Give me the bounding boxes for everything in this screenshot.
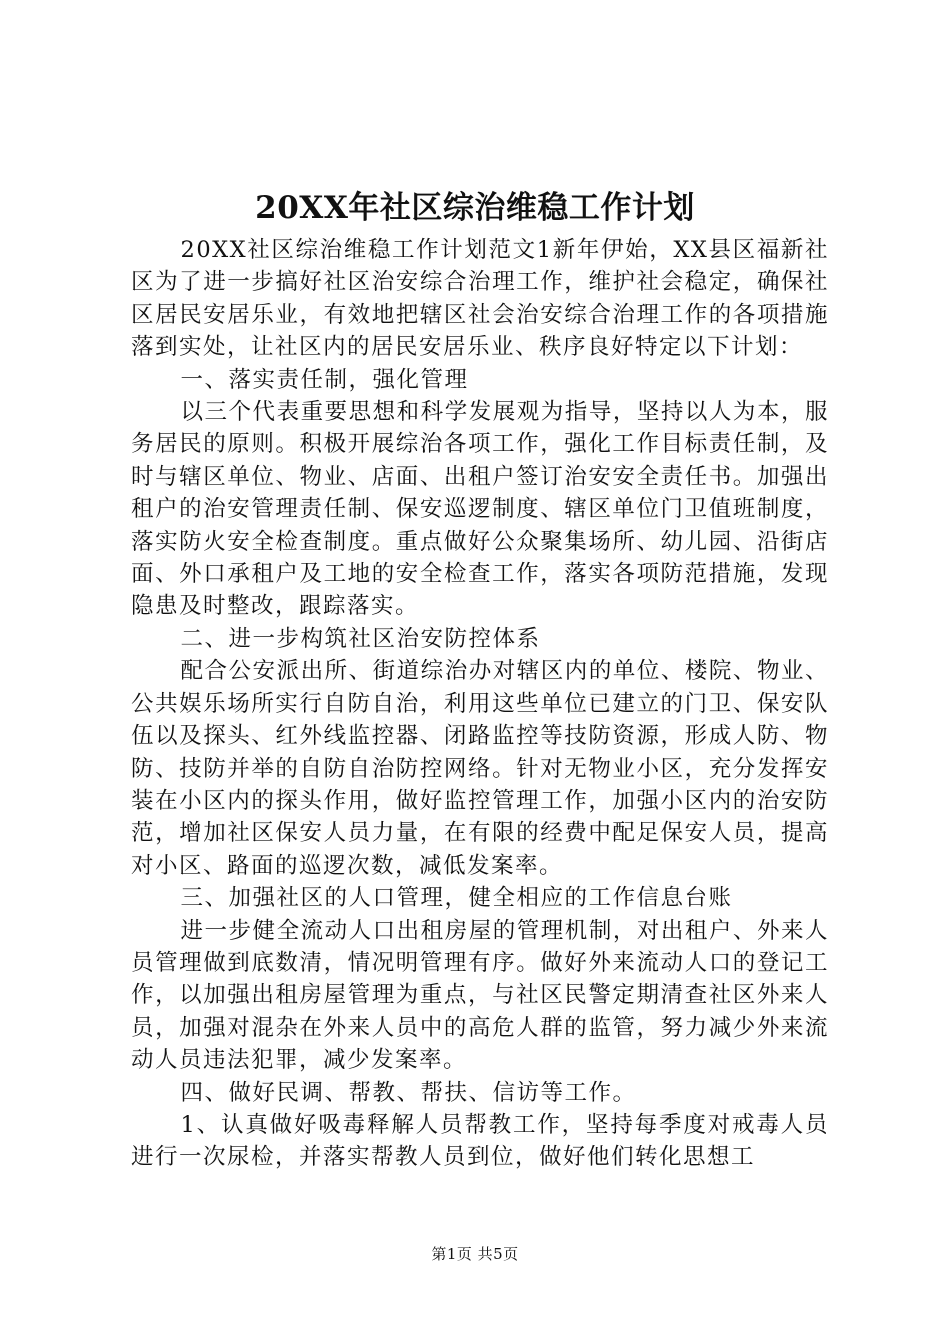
paragraph-intro: 20XX社区综治维稳工作计划范文1新年伊始，XX县区福新社区为了进一步搞好社区治安综合治理工作，维护社会稳定，确保社区居民安居乐业，有效地把辖区社会治安综合治理工作的各项措施落到实处，让社区内的居民安居乐业、秩序良好特定以下计划：: [131, 237, 829, 361]
paragraph-section-1: 以三个代表重要思想和科学发展观为指导，坚持以人为本，服务居民的原则。积极开展综治各项工作，强化工作目标责任制，及时与辖区单位、物业、店面、出租户签订治安安全责任书。加强出租户的治安管理责任制、保安巡逻制度、辖区单位门卫值班制度，落实防火安全检查制度。重点做好公众聚集场所、幼儿园、沿街店面、外口承租户及工地的安全检查工作，落实各项防范措施，发现隐患及时整改，跟踪落实。: [131, 399, 829, 620]
document-body: [131, 234, 829, 1174]
section-heading-4: 四、做好民调、帮教、帮扶、信访等工作。: [180, 1079, 637, 1106]
section-heading-3: 三、加强社区的人口管理，健全相应的工作信息台账: [180, 885, 733, 912]
section-heading-2: 二、进一步构筑社区治安防控体系: [180, 625, 541, 652]
paragraph-section-4-item-1: 1、认真做好吸毒释解人员帮教工作，坚持每季度对戒毒人员进行一次尿检，并落实帮教人员到位，做好他们转化思想工: [131, 1111, 829, 1171]
document-title: 20XX年社区综治维稳工作计划: [255, 190, 695, 226]
page-footer: 第1页 共5页: [431, 1245, 519, 1263]
section-heading-1: 一、落实责任制，强化管理: [180, 366, 469, 393]
paragraph-section-2: 配合公安派出所、街道综治办对辖区内的单位、楼院、物业、公共娱乐场所实行自防自治，利用这些单位已建立的门卫、保安队伍以及探头、红外线监控器、闭路监控等技防资源，形成人防、物防、技防并举的自防自治防控网络。针对无物业小区，充分发挥安装在小区内的探头作用，做好监控管理工作，加强小区内的治安防范，增加社区保安人员力量，在有限的经费中配足保安人员，提高对小区、路面的巡逻次数，减低发案率。: [131, 658, 829, 879]
paragraph-section-3: 进一步健全流动人口出租房屋的管理机制，对出租户、外来人员管理做到底数清，情况明管理有序。做好外来流动人口的登记工作，以加强出租房屋管理为重点，与社区民警定期清查社区外来人员，加强对混杂在外来人员中的高危人群的监管，努力减少外来流动人员违法犯罪，减少发案率。: [131, 917, 829, 1074]
